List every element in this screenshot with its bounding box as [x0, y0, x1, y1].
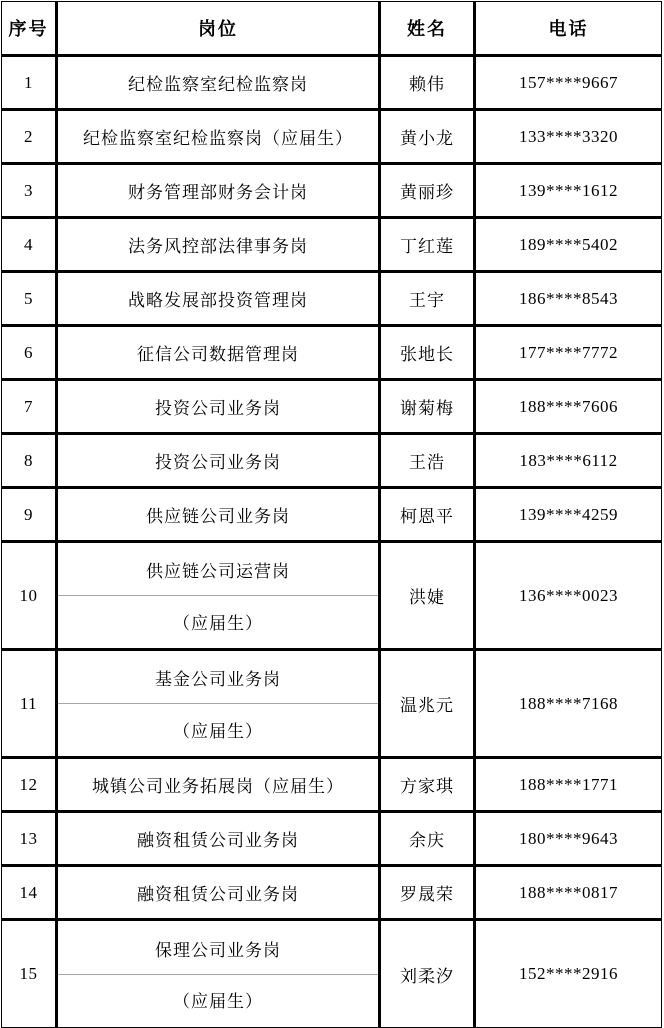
position-line-1: 保理公司业务岗	[155, 940, 281, 960]
name-cell: 温兆元	[380, 650, 475, 758]
name-cell: 王浩	[380, 434, 475, 488]
phone-cell: 186****8543	[475, 272, 662, 326]
name-cell: 黄丽珍	[380, 164, 475, 218]
table-row	[2, 812, 662, 866]
position-line-2: （应届生）	[173, 721, 263, 741]
name-cell: 黄小龙	[380, 110, 475, 164]
position-cell: 财务管理部财务会计岗	[57, 164, 380, 218]
name-cell: 柯恩平	[380, 488, 475, 542]
position-line-1: 基金公司业务岗	[155, 670, 281, 690]
name-cell: 王宇	[380, 272, 475, 326]
table-row	[2, 380, 662, 434]
table-header-row	[2, 2, 662, 56]
position-cell: 融资租赁公司业务岗	[57, 866, 380, 920]
table-row	[2, 758, 662, 812]
phone-cell: 188****7606	[475, 380, 662, 434]
phone-cell: 139****1612	[475, 164, 662, 218]
position-cell	[57, 542, 380, 650]
row-number-cell: 2	[2, 110, 57, 164]
table-row	[2, 542, 662, 650]
phone-cell: 189****5402	[475, 218, 662, 272]
phone-cell: 188****1771	[475, 758, 662, 812]
phone-cell: 157****9667	[475, 56, 662, 110]
row-number-cell: 3	[2, 164, 57, 218]
column-header-name: 姓名	[380, 2, 475, 56]
row-number-cell: 13	[2, 812, 57, 866]
name-cell: 余庆	[380, 812, 475, 866]
position-line-1: 供应链公司运营岗	[146, 562, 290, 582]
row-number-cell: 9	[2, 488, 57, 542]
position-cell: 投资公司业务岗	[57, 380, 380, 434]
name-cell: 方家琪	[380, 758, 475, 812]
row-number-cell: 1	[2, 56, 57, 110]
table-row	[2, 434, 662, 488]
table-row	[2, 110, 662, 164]
position-cell	[57, 920, 380, 1028]
row-number-cell: 15	[2, 920, 57, 1028]
table-row	[2, 650, 662, 758]
position-cell	[57, 650, 380, 758]
position-cell: 征信公司数据管理岗	[57, 326, 380, 380]
name-cell: 张地长	[380, 326, 475, 380]
row-number-cell: 12	[2, 758, 57, 812]
phone-cell: 183****6112	[475, 434, 662, 488]
phone-cell: 188****0817	[475, 866, 662, 920]
row-number-cell: 7	[2, 380, 57, 434]
table-row	[2, 866, 662, 920]
column-header-no: 序号	[2, 2, 57, 56]
column-header-phone: 电话	[475, 2, 662, 56]
table-row	[2, 218, 662, 272]
table-row	[2, 488, 662, 542]
row-number-cell: 14	[2, 866, 57, 920]
recruitment-contact-table	[1, 1, 662, 1028]
name-cell: 谢菊梅	[380, 380, 475, 434]
position-cell: 纪检监察室纪检监察岗	[57, 56, 380, 110]
position-cell: 供应链公司业务岗	[57, 488, 380, 542]
name-cell: 丁红莲	[380, 218, 475, 272]
position-cell: 纪检监察室纪检监察岗（应届生）	[57, 110, 380, 164]
phone-cell: 139****4259	[475, 488, 662, 542]
name-cell: 洪婕	[380, 542, 475, 650]
row-number-cell: 11	[2, 650, 57, 758]
position-line-2: （应届生）	[173, 613, 263, 633]
phone-cell: 180****9643	[475, 812, 662, 866]
position-line-2: （应届生）	[173, 992, 263, 1012]
table-row	[2, 920, 662, 1028]
table-row	[2, 56, 662, 110]
phone-cell: 152****2916	[475, 920, 662, 1028]
table-row	[2, 164, 662, 218]
phone-cell: 188****7168	[475, 650, 662, 758]
table-row	[2, 326, 662, 380]
position-cell: 投资公司业务岗	[57, 434, 380, 488]
row-number-cell: 8	[2, 434, 57, 488]
position-two-line-stack	[58, 653, 378, 755]
name-cell: 赖伟	[380, 56, 475, 110]
position-cell: 战略发展部投资管理岗	[57, 272, 380, 326]
column-header-position: 岗位	[57, 2, 380, 56]
position-cell: 城镇公司业务拓展岗（应届生）	[57, 758, 380, 812]
row-number-cell: 6	[2, 326, 57, 380]
name-cell: 刘柔汐	[380, 920, 475, 1028]
table-row	[2, 272, 662, 326]
name-cell: 罗晟荣	[380, 866, 475, 920]
position-two-line-stack	[58, 923, 378, 1025]
row-number-cell: 4	[2, 218, 57, 272]
phone-cell: 177****7772	[475, 326, 662, 380]
row-number-cell: 5	[2, 272, 57, 326]
position-cell: 法务风控部法律事务岗	[57, 218, 380, 272]
phone-cell: 136****0023	[475, 542, 662, 650]
position-two-line-stack	[58, 545, 378, 647]
row-number-cell: 10	[2, 542, 57, 650]
phone-cell: 133****3320	[475, 110, 662, 164]
position-cell: 融资租赁公司业务岗	[57, 812, 380, 866]
